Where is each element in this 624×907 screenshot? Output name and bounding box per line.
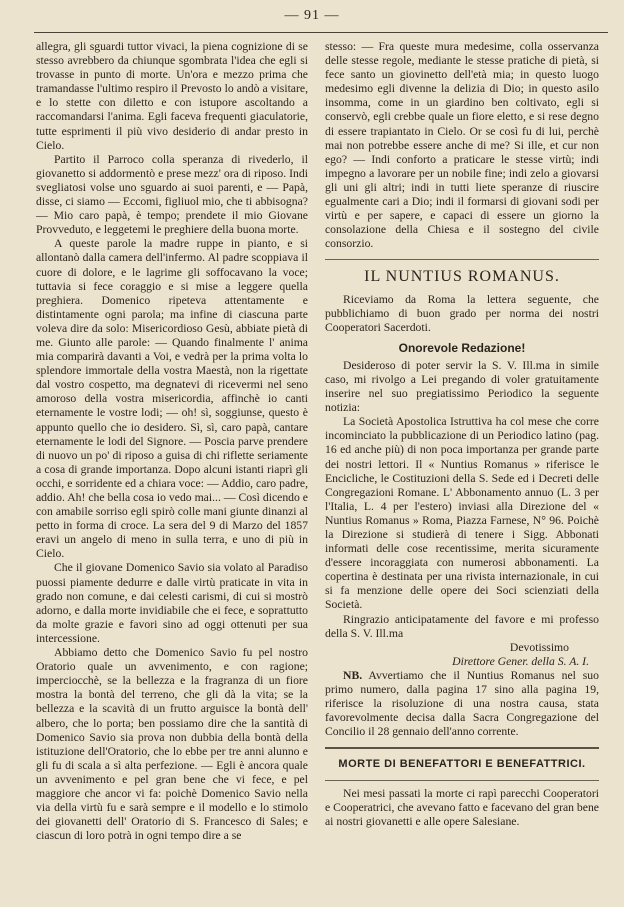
section-paragraph: Nei mesi passati la morte ci rapì parecchi Cooperatori e Cooperatrici, che avevano fatto e facevano del gran bene ai nostri giovanetti e alle opere Salesiane. bbox=[325, 786, 599, 828]
section-title: MORTE DI BENEFATTORI E BENEFATTRICI. bbox=[338, 758, 586, 771]
letter-heading: Onorevole Redazione! bbox=[398, 340, 526, 355]
left-paragraph: A queste parole la madre ruppe in pianto, e si allontanò dalla camera dell'infermo. Al padre scoppiava il cuore di dolore, e le lagrime gli soffocavano la voce; tuttavia si fece coraggio e si mise a leggere quella preghiera. Domenico ripeteva attentamente e distintamente ogni parola; ma infine di ciascuna parte voleva dire da solo: Misericordioso Gesù, abbiate pietà di me. Giunto alle parole: — Quando finalmente l' anima mia comparirà davanti a Voi, e vedrà per la prima volta lo splendore immortale della vostra Maestà, non la rigettate dal vostro cospetto, ma degnatevi di ricevermi nel seno amoroso della vostra misericordia, affinchè io canti eternamente le vostre lodi; — oh! sì, soggiunse, questo è appunto quello che io desidero. Sì, sì, caro papà, cantare eternamente le lodi del Signore. — Poscia parve prendere di nuovo un po' di riposo a guisa di chi riflette seriamente a cosa di grande importanza. Dopo alcuni istanti riaprì gli occhi, e sorridente ed a chiara voce: — Addio, caro padre, addio. Ah! che bella cosa io vedo mai... — Così dicendo e con amabile sorriso egli spirò colle mani giunte dinanzi al petto in forma di croce. La sera del 9 di Marzo del 1857 eravi un angelo di meno in sulla terra, e uno di più in Cielo. bbox=[36, 237, 308, 561]
nb-label: NB. bbox=[343, 668, 363, 682]
divider bbox=[325, 747, 599, 749]
nb-text: Avvertiamo che il Nuntius Romanus nel suo primo numero, dalla pagina 17 sino alla pagina 19, riferisce la risoluzione di una nostra causa, stata favorevolmente decisa dalla Sacra Congregazione del Concilio il 28 gennaio dell'anno corrente. bbox=[325, 668, 599, 739]
article-title: IL NUNTIUS ROMANUS. bbox=[364, 268, 560, 286]
letter-signature: Direttore Gener. della S. A. I. bbox=[452, 654, 589, 668]
divider bbox=[325, 259, 599, 260]
article-intro: Riceviamo da Roma la lettera seguente, che pubblichiamo di buon grado per norma dei nostri Cooperatori Sacerdoti. bbox=[325, 292, 599, 334]
letter-paragraph: Ringrazio anticipatamente del favore e mi professo della S. V. Ill.ma bbox=[325, 612, 599, 640]
left-paragraph: Partito il Parroco colla speranza di rivederlo, il giovanetto si addormentò e prese mezz' ora di riposo. Indi svegliatosi volse uno sguardo ai suoi parenti, e — Papà, disse, ci siamo — Eccomi, figliuol mio, che ti abbisogna? — Mio caro papà, è tempo; prendete il mio Giovane Provveduto, e leggetemi le preghiere della buona morte. bbox=[36, 152, 308, 237]
top-rule bbox=[34, 32, 608, 33]
left-paragraph: Abbiamo detto che Domenico Savio fu pel nostro Oratorio quale un avvenimento, e con ragione; imperciocchè, se la bellezza e la fragranza di un fiore mostra la bontà del terreno, che gli dà la vita; se la bellezza e la scavità di un frutto arguisce la bontà dell' albero, che lo porta; ben possiamo dire che la santità di Domenico Savio sia prova non dubbia della bontà della istituzione dell'Oratorio, che lo ebbe per tre anni alunno e gli fu di scala a sì alta perfezione. — Egli è ancora quale un avvenimento e pel gran bene che vi fece, e pel maggiore che ancor vi fa: poichè Domenico Savio nella via della virtù fu e sarà sempre e il modello e lo stimolo dei giovanetti dell' Oratorio di S. Francesco di Sales; e ciascun di loro potrà in ogni tempo dire a se bbox=[36, 646, 308, 843]
letter-paragraph: Desideroso di poter servir la S. V. Ill.ma in simile caso, mi rivolgo a Lei pregando di voler gratuitamente inserire nel suo pregiatissimo Periodico la seguente notizia: bbox=[325, 358, 599, 415]
divider bbox=[325, 780, 599, 781]
left-paragraph: allegra, gli sguardi tuttor vivaci, la piena cognizione di se stesso avrebbero da chiunque sgombrata l'idea che egli si trovasse in punto di morte. Un'ora e mezzo prima che tramandasse l'ultimo respiro il Prevosto lo andò a visitare, e lo stette con diletto e con istupore ascoltando a raccomandarsi l'anima. Egli faceva frequenti giaculatorie, tutte esprimenti il più vivo desiderio di andar presto in Cielo. bbox=[36, 40, 308, 152]
right-intro-paragraph: stesso: — Fra queste mura medesime, colla osservanza delle stesse regole, mediante le stesse pratiche di pietà, si fece santo un giovinetto dell'età mia; in questo luogo medesimo egli divenne la delizia di Dio; in questo asilo insomma, come in un giardino ben coltivato, egli si conservò, egli crebbe quale un fiore eletto, e si rese degno di essere trapiantato in Cielo. Or se così fu di lui, perchè mai non potrebbe essere anche di me? Si ille, et cur non ego? — Indi conforto a praticare le stesse virtù; indi impegno a lavorare per un nobile fine; indi zelo a giovarsi gli uni gli altri; indi in tutti liete speranze di riuscire egualmente cari a Dio; indi il formarsi di giovani sodi per virtù e per sapere, e capaci di essere un giorno la consolazione della Chiesa e il sostegno del civile consorzio. bbox=[325, 40, 599, 251]
letter-closing: Devotissimo bbox=[509, 640, 569, 654]
page-number: — 91 — bbox=[284, 8, 340, 23]
right-column bbox=[325, 40, 599, 829]
letter-paragraph: La Società Apostolica Istruttiva ha col mese che corre incominciato la pubblicazione di un Periodico latino (pag. 16 ed anche più) di non poca importanza per grande parte dei nostri lettori. Il « Nuntius Romanus » riferisce le Encicliche, le Costituzioni della S. Sede ed i Decreti delle Congregazioni Romane. L' Abbonamento annuo (L. 3 per l'Italia, L. 4 per l'estero) inviasi alla Direzione del « Nuntius Romanus » Roma, Piazza Farnese, N° 96. Poichè la Direzione si studierà di tenere i Sigg. Abbonati informati delle cose recentissime, merita sicuramente d'essere incoraggiata con numerosi abbonamenti. La copertina è destinata per una rivista internazionale, in cui si fa menzione delle opere dei Soci scienziati della Società. bbox=[325, 415, 599, 612]
left-column bbox=[36, 40, 308, 843]
left-paragraph: Che il giovane Domenico Savio sia volato al Paradiso puossi piamente dedurre e dalle virtù praticate in vita in grado non comune, e dai celesti carismi, di cui si mostrò adorno, e dalla morte invidiabile che ei fece, e soprattutto da molte grazie e favori sino ad oggi ottenuti per sua intercessione. bbox=[36, 561, 308, 645]
